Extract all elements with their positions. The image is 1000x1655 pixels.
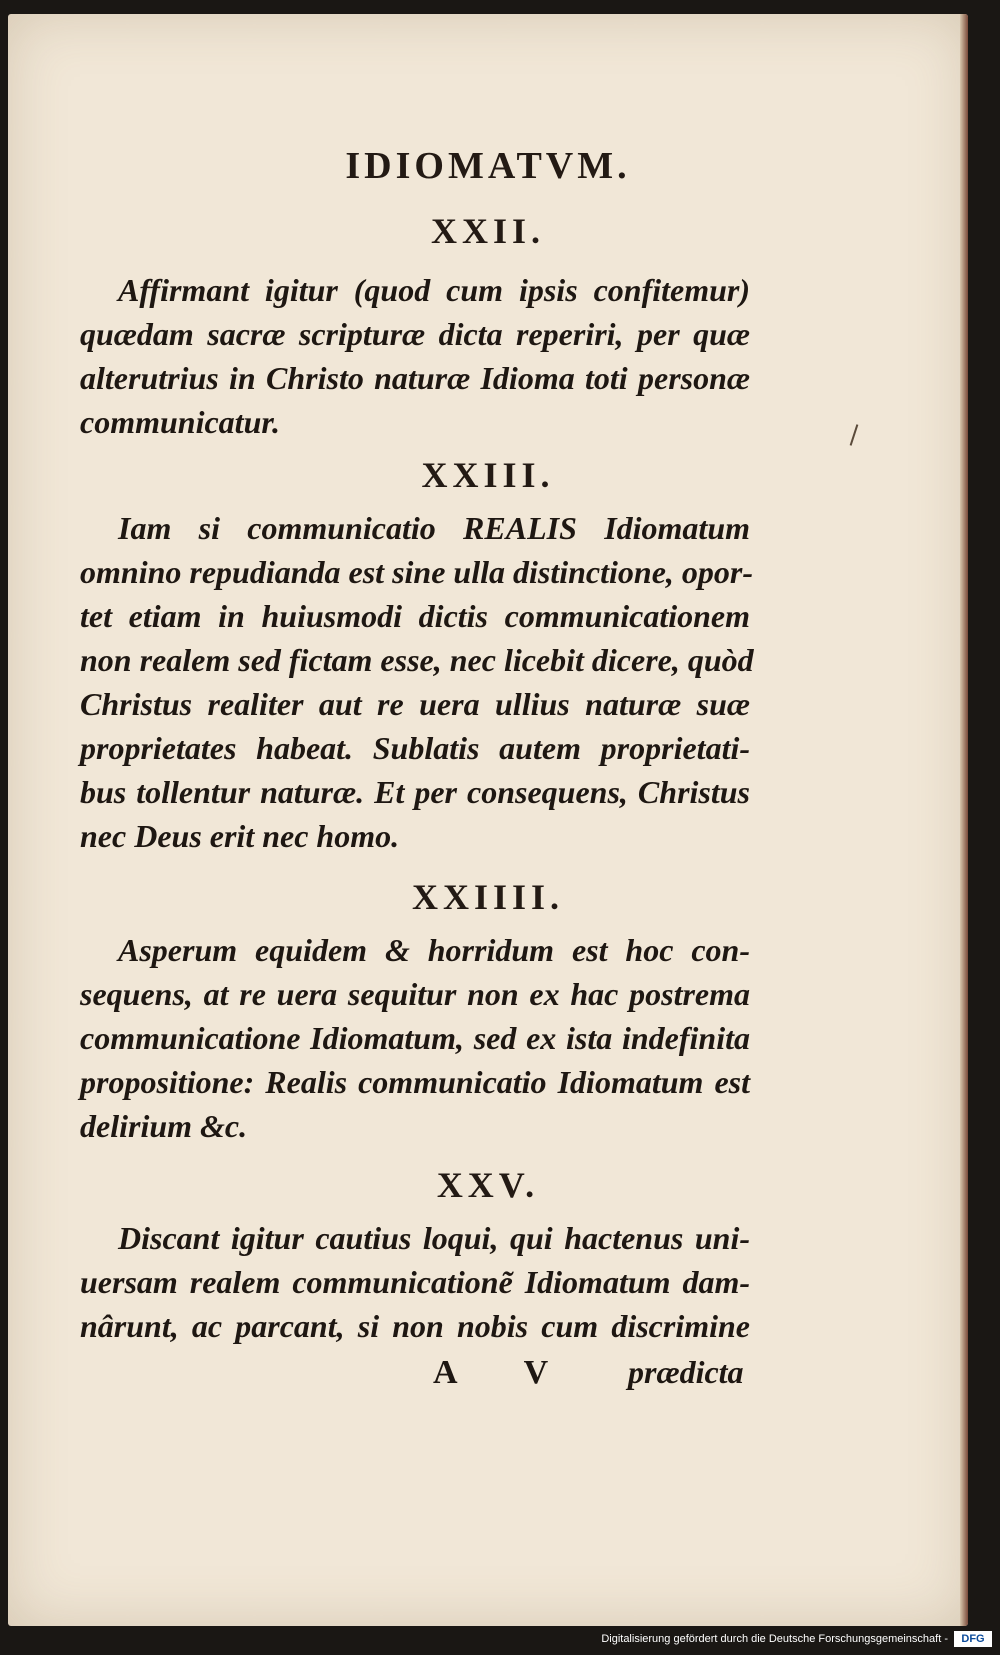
section-number-xxv: XXV. bbox=[436, 1165, 540, 1205]
text-line: nârunt, ac parcant, si non nobis cum discrimine bbox=[80, 1308, 750, 1344]
text-line: Asperum equidem & horridum est hoc con- bbox=[118, 932, 750, 968]
text-line: delirium &c. bbox=[80, 1108, 248, 1144]
text-line: non realem sed fictam esse, nec licebit dicere, quòd bbox=[80, 642, 754, 678]
section-number-xxii: XXII. bbox=[430, 211, 545, 251]
text-line: bus tollentur naturæ. Et per consequens, Christus bbox=[80, 774, 750, 810]
text-line: sequens, at re uera sequitur non ex hac postrema bbox=[80, 976, 750, 1012]
text-line: Christus realiter aut re uera ullius naturæ suæ bbox=[80, 686, 750, 722]
text-line: communicatur. bbox=[80, 404, 281, 440]
text-line: communicatione Idiomatum, sed ex ista indefinita bbox=[80, 1020, 750, 1056]
dfg-logo: DFG bbox=[954, 1631, 992, 1647]
text-line: proprietates habeat. Sublatis autem proprietati- bbox=[80, 730, 750, 766]
text-line: propositione: Realis communicatio Idiomatum est bbox=[80, 1064, 750, 1100]
section-number-xxiii: XXIII. bbox=[421, 455, 555, 495]
text-line: nec Deus erit nec homo. bbox=[80, 818, 400, 854]
text-line: alterutrius in Christo naturæ Idioma toti personæ bbox=[80, 360, 750, 396]
book-page bbox=[8, 14, 968, 1626]
catchword: prædicta bbox=[628, 1354, 744, 1390]
text-line: Affirmant igitur (quod cum ipsis confitemur) bbox=[118, 272, 750, 308]
text-line: quædam sacræ scripturæ dicta reperiri, per quæ bbox=[80, 316, 750, 352]
text-line: omnino repudianda est sine ulla distinctione, opor- bbox=[80, 554, 753, 590]
section-number-xxiiii: XXIIII. bbox=[411, 877, 565, 917]
signature-mark: A V bbox=[433, 1354, 579, 1391]
text-line: tet etiam in huiusmodi dictis communicationem bbox=[80, 598, 750, 634]
funding-credit: Digitalisierung gefördert durch die Deutsche Forschungsgemeinschaft - bbox=[601, 1633, 948, 1645]
text-line: Iam si communicatio REALIS Idiomatum bbox=[118, 510, 750, 546]
text-line: uersam realem communicationẽ Idiomatum dam- bbox=[80, 1264, 750, 1300]
text-line: Discant igitur cautius loqui, qui hactenus uni- bbox=[118, 1220, 750, 1256]
margin-mark bbox=[850, 424, 859, 446]
running-head: IDIOMATVM. bbox=[345, 145, 631, 187]
page-edge bbox=[960, 14, 968, 1626]
